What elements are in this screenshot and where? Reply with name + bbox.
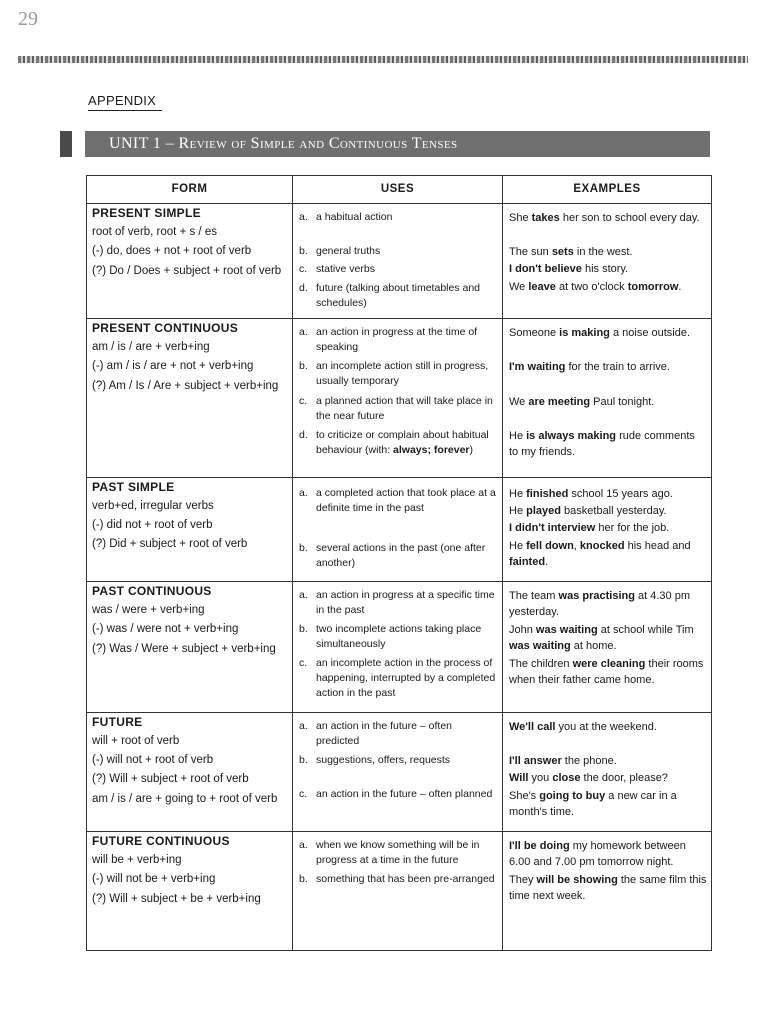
table-header-row [87, 176, 712, 204]
example-text-segment: you [528, 772, 553, 784]
use-text: two incomplete actions taking place simultaneously [316, 623, 482, 650]
example-verb-highlight: was waiting [535, 624, 598, 636]
use-text: suggestions, offers, requests [316, 754, 451, 766]
table-row [87, 204, 712, 319]
use-item [293, 872, 502, 887]
use-text-segment: always; forever [393, 444, 470, 456]
example-sentence [503, 588, 711, 620]
use-letter: b. [299, 542, 308, 554]
example-sentence [503, 244, 711, 260]
use-letter: b. [299, 623, 308, 635]
use-text: an incomplete action in the process of happening, interrupted by a completed action in the past [316, 657, 496, 699]
use-item [293, 838, 502, 868]
use-letter: a. [299, 839, 308, 851]
example-verb-highlight: is making [559, 327, 610, 339]
section-heading-underline [88, 110, 162, 111]
use-text: an action in the future – often planned [316, 788, 493, 800]
example-text-segment: He [509, 430, 527, 442]
form-line: (-) do, does + not + root of verb [92, 245, 252, 257]
tenses-table [86, 175, 712, 951]
example-sentence [503, 428, 711, 460]
example-text-segment: Someone [509, 327, 560, 339]
use-text: stative verbs [316, 263, 375, 275]
use-text: a completed action that took place at a definite time in the past [316, 487, 496, 514]
use-item [293, 262, 502, 277]
use-item [293, 281, 502, 311]
form-line: am / is / are + going to + root of verb [92, 793, 278, 805]
form-line: (-) did not + root of verb [92, 519, 213, 531]
example-text-segment: rude comments to my friends. [509, 430, 695, 458]
example-text-segment: a new car in a month's time. [509, 790, 677, 818]
example-text-segment: school 15 years ago. [568, 488, 673, 500]
example-verb-highlight: are meeting [528, 396, 591, 408]
example-verb-highlight: I don't believe [509, 263, 582, 275]
examples-cell [503, 478, 712, 582]
use-text: an action in progress at a specific time in the past [316, 589, 495, 616]
use-item [293, 541, 502, 571]
use-item [293, 325, 502, 355]
examples-cell [503, 713, 712, 832]
use-letter: b. [299, 873, 308, 885]
use-text: something that has been pre-arranged [316, 873, 495, 885]
form-line: (-) will not be + verb+ing [92, 873, 216, 885]
example-sentence [503, 770, 711, 786]
use-text: an action in the future – often predicted [316, 720, 453, 747]
use-text: when we know something will be in progress at a time in the future [316, 839, 480, 866]
use-item [293, 753, 502, 768]
example-text-segment: the phone. [561, 755, 617, 767]
example-verb-highlight: I'll answer [509, 755, 562, 767]
example-text-segment: at 4.30 pm yesterday. [509, 590, 690, 618]
example-text-segment: the door, please? [580, 772, 668, 784]
example-sentence [503, 210, 711, 226]
example-verb-highlight: finished [526, 488, 569, 500]
example-verb-highlight: fell down [526, 540, 574, 552]
use-item [293, 210, 502, 225]
example-verb-highlight: I'll be doing [509, 840, 570, 852]
use-letter: a. [299, 211, 308, 223]
use-item [293, 787, 502, 802]
form-line: (?) Will + subject + be + verb+ing [92, 893, 261, 905]
uses-cell [293, 582, 503, 713]
uses-cell [293, 832, 503, 951]
example-sentence [503, 261, 711, 277]
use-letter: a. [299, 326, 308, 338]
example-verb-highlight: will be showing [536, 874, 618, 886]
examples-cell [503, 319, 712, 478]
use-letter: b. [299, 360, 308, 372]
example-verb-highlight: close [552, 772, 581, 784]
use-item [293, 486, 502, 516]
form-line: (-) was / were not + verb+ing [92, 623, 239, 635]
tense-name: PRESENT CONTINUOUS [92, 321, 239, 335]
example-text-segment: , [573, 540, 580, 552]
use-letter: d. [299, 429, 308, 441]
form-cell [87, 204, 293, 319]
use-text: general truths [316, 245, 381, 257]
use-text: an incomplete action still in progress, usually temporary [316, 360, 489, 387]
example-text-segment: his story. [581, 263, 629, 275]
example-verb-highlight: sets [551, 246, 574, 258]
use-text: future (talking about timetables and schedules) [316, 282, 481, 309]
use-item [293, 656, 502, 701]
form-line: (?) Do / Does + subject + root of verb [92, 265, 282, 277]
form-cell [87, 832, 293, 951]
example-text-segment: The sun [509, 246, 552, 258]
form-cell [87, 319, 293, 478]
table-row [87, 832, 712, 951]
use-item [293, 719, 502, 749]
tense-name: FUTURE [92, 715, 143, 729]
example-verb-highlight: is always making [526, 430, 617, 442]
form-line: (?) Will + subject + root of verb [92, 773, 249, 785]
use-letter: c. [299, 657, 308, 669]
form-line: (?) Did + subject + root of verb [92, 538, 248, 550]
example-text-segment: John [509, 624, 536, 636]
example-text-segment: She's [509, 790, 540, 802]
example-sentence [503, 325, 711, 341]
example-verb-highlight: was waiting [509, 640, 571, 652]
use-item [293, 428, 502, 458]
use-item [293, 622, 502, 652]
example-text-segment: They [509, 874, 537, 886]
example-verb-highlight: tomorrow [627, 281, 679, 293]
use-letter: b. [299, 245, 308, 257]
example-sentence [503, 538, 711, 570]
example-verb-highlight: was practising [558, 590, 635, 602]
form-line: will be + verb+ing [92, 854, 182, 866]
example-text-segment: her son to school every day. [559, 212, 700, 224]
example-sentence [503, 622, 711, 654]
example-text-segment: We [509, 281, 529, 293]
unit-title-banner: UNIT 1 – Review of Simple and Continuous Tenses [85, 131, 710, 157]
example-text-segment: their rooms when their father came home. [509, 658, 704, 686]
example-text-segment: He [509, 488, 527, 500]
uses-cell [293, 319, 503, 478]
tense-name: FUTURE CONTINUOUS [92, 834, 230, 848]
form-line: will + root of verb [92, 735, 180, 747]
section-heading: APPENDIX [88, 93, 157, 108]
example-verb-highlight: fainted [509, 556, 546, 568]
use-item [293, 359, 502, 389]
example-text-segment: his head and [624, 540, 691, 552]
use-letter: c. [299, 395, 308, 407]
tense-name: PAST CONTINUOUS [92, 584, 212, 598]
example-verb-highlight: Will [509, 772, 529, 784]
table-row [87, 478, 712, 582]
example-text-segment: . [678, 281, 682, 293]
example-verb-highlight: takes [531, 212, 560, 224]
use-letter: a. [299, 720, 308, 732]
example-text-segment: The team [509, 590, 559, 602]
top-border-rule [18, 56, 748, 63]
form-line: root of verb, root + s / es [92, 226, 217, 238]
example-sentence [503, 279, 711, 295]
example-text-segment: at school while Tim [597, 624, 694, 636]
use-text: a habitual action [316, 211, 393, 223]
example-text-segment: He [509, 540, 527, 552]
example-text-segment: at two o'clock [555, 281, 628, 293]
example-sentence [503, 503, 711, 519]
tense-name: PRESENT SIMPLE [92, 206, 201, 220]
example-text-segment: basketball yesterday. [560, 505, 667, 517]
example-sentence [503, 520, 711, 536]
uses-cell [293, 478, 503, 582]
example-text-segment: for the train to arrive. [565, 361, 670, 373]
example-text-segment: We [509, 396, 529, 408]
example-verb-highlight: were cleaning [572, 658, 646, 670]
header-examples: EXAMPLES [503, 176, 712, 204]
form-cell [87, 582, 293, 713]
example-text-segment: He [509, 505, 527, 517]
example-verb-highlight: played [526, 505, 561, 517]
example-text-segment: . [545, 556, 549, 568]
example-sentence [503, 359, 711, 375]
header-uses: USES [293, 176, 503, 204]
example-verb-highlight: I didn't interview [509, 522, 596, 534]
form-line: (-) will not + root of verb [92, 754, 214, 766]
table-row [87, 582, 712, 713]
use-item [293, 394, 502, 424]
example-sentence [503, 753, 711, 769]
use-text: a planned action that will take place in the near future [316, 395, 493, 422]
example-verb-highlight: I'm waiting [509, 361, 566, 373]
examples-cell [503, 582, 712, 713]
example-text-segment: at home. [570, 640, 617, 652]
use-letter: a. [299, 589, 308, 601]
use-letter: a. [299, 487, 308, 499]
example-text-segment: you at the weekend. [555, 721, 657, 733]
use-item [293, 244, 502, 259]
unit-banner-marker [60, 131, 72, 157]
example-sentence [503, 719, 711, 735]
example-text-segment: my homework between 6.00 and 7.00 pm tomorrow night. [509, 840, 686, 868]
example-verb-highlight: We'll call [509, 721, 556, 733]
form-cell [87, 478, 293, 582]
form-cell [87, 713, 293, 832]
example-verb-highlight: leave [528, 281, 556, 293]
use-text-segment: ) [469, 444, 474, 456]
example-text-segment: a noise outside. [609, 327, 691, 339]
use-text-segment: to criticize or complain about habitual behaviour (with: [316, 429, 489, 456]
form-line: (?) Am / Is / Are + subject + verb+ing [92, 380, 279, 392]
page-number-mark: 29 [18, 8, 38, 30]
example-sentence [503, 838, 711, 870]
example-text-segment: the same film this time next week. [509, 874, 707, 902]
example-sentence [503, 656, 711, 688]
example-text-segment: her for the job. [595, 522, 670, 534]
example-sentence [503, 872, 711, 904]
use-letter: b. [299, 754, 308, 766]
example-sentence [503, 486, 711, 502]
example-text-segment: in the west. [573, 246, 633, 258]
example-text-segment: Paul tonight. [590, 396, 655, 408]
uses-cell [293, 713, 503, 832]
examples-cell [503, 832, 712, 951]
table-row [87, 713, 712, 832]
form-line: am / is / are + verb+ing [92, 341, 210, 353]
example-text-segment: She [509, 212, 532, 224]
example-sentence [503, 394, 711, 410]
use-letter: d. [299, 282, 308, 294]
header-form: FORM [87, 176, 293, 204]
example-verb-highlight: knocked [579, 540, 625, 552]
use-letter: c. [299, 263, 308, 275]
form-line: verb+ed, irregular verbs [92, 500, 214, 512]
use-text: an action in progress at the time of speaking [316, 326, 478, 353]
use-letter: c. [299, 788, 308, 800]
table-row [87, 319, 712, 478]
example-verb-highlight: going to buy [539, 790, 606, 802]
use-item [293, 588, 502, 618]
form-line: (?) Was / Were + subject + verb+ing [92, 643, 276, 655]
examples-cell [503, 204, 712, 319]
example-text-segment: The children [509, 658, 573, 670]
tense-name: PAST SIMPLE [92, 480, 175, 494]
use-text: several actions in the past (one after another) [316, 542, 486, 569]
uses-cell [293, 204, 503, 319]
example-sentence [503, 788, 711, 820]
form-line: was / were + verb+ing [92, 604, 205, 616]
form-line: (-) am / is / are + not + verb+ing [92, 360, 254, 372]
